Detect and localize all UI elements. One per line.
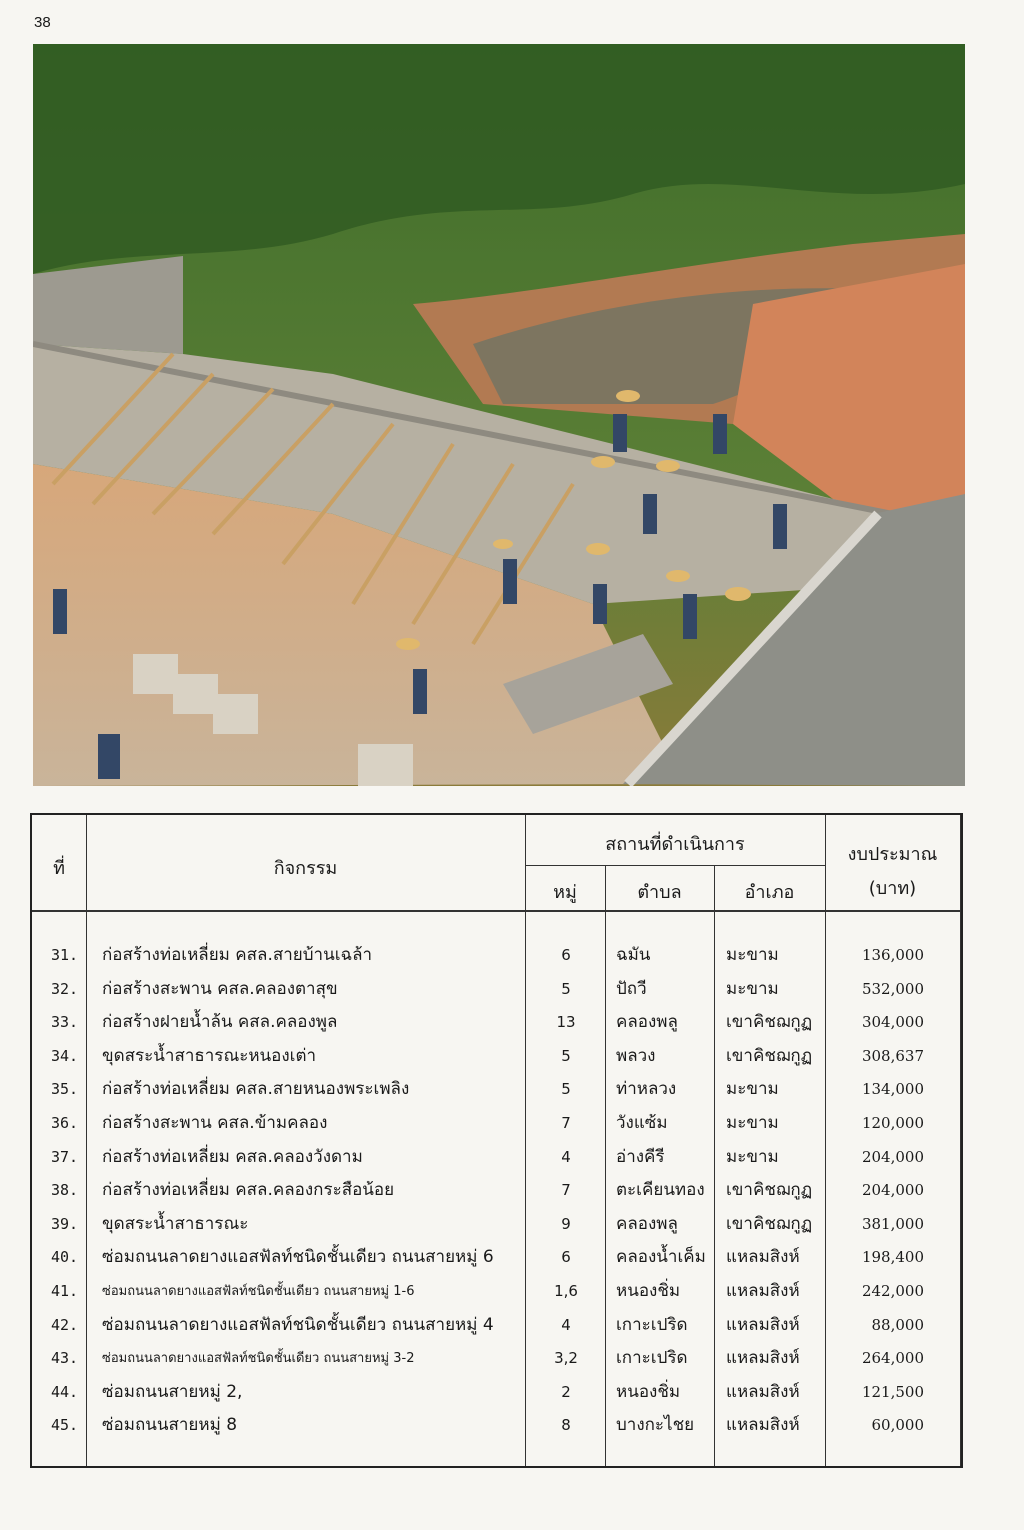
row-amphoe: แหลมสิงห์ [726,1247,800,1268]
row-tambon: อ่างคีรี [616,1146,665,1167]
row-moo: 5 [561,979,571,998]
table-row [32,1409,961,1443]
row-budget: 204,000 [861,1147,924,1166]
row-tambon: ตะเคียนทอง [616,1180,705,1201]
header-activity: กิจกรรม [273,858,338,879]
row-number: 45. [50,1416,79,1435]
header-amphoe: อำเภอ [744,882,795,903]
row-tambon: เกาะเปริด [616,1314,688,1335]
row-tambon: หนองชิ่ม [616,1280,681,1301]
row-number: 40. [50,1248,79,1267]
table-row [32,939,961,973]
table-row [32,1208,961,1242]
table-row [32,1107,961,1141]
row-budget: 134,000 [861,1080,924,1099]
row-amphoe: มะขาม [726,1112,779,1133]
row-amphoe: แหลมสิงห์ [726,1280,800,1301]
row-amphoe: เขาคิชฌกูฏ [726,1045,813,1066]
row-budget: 121,500 [861,1382,924,1401]
page-number: 38 [34,14,51,31]
row-budget: 198,400 [861,1248,924,1267]
table-row [32,1141,961,1175]
row-tambon: คลองพลู [616,1213,678,1234]
row-amphoe: แหลมสิงห์ [726,1314,800,1335]
row-budget: 242,000 [861,1281,924,1300]
row-amphoe: แหลมสิงห์ [726,1381,800,1402]
row-moo: 7 [561,1113,571,1132]
row-moo: 9 [561,1214,571,1233]
budget-table [30,813,963,1468]
row-activity: ก่อสร้างท่อเหลี่ยม คสล.คลองกระสือน้อย [102,1180,395,1201]
table-row [32,1006,961,1040]
row-budget: 304,000 [861,1013,924,1032]
row-budget: 308,637 [861,1046,924,1065]
construction-photo [33,44,965,786]
row-number: 42. [50,1315,79,1334]
row-tambon: คลองพลู [616,1012,678,1033]
header-location: สถานที่ดำเนินการ [605,834,745,855]
table-row [32,1241,961,1275]
row-amphoe: มะขาม [726,1146,779,1167]
construction-photo-illustration [33,44,965,786]
row-budget: 204,000 [861,1181,924,1200]
row-activity: ก่อสร้างฝายน้ำล้น คสล.คลองพูล [102,1012,338,1033]
row-tambon: คลองน้ำเค็ม [616,1247,706,1268]
row-tambon: หนองชิ่ม [616,1381,681,1402]
row-tambon: ฉมัน [616,945,651,965]
row-moo: 1,6 [554,1281,578,1300]
header-divider [525,865,825,866]
row-activity: ซ่อมถนนสายหมู่ 8 [102,1415,238,1436]
row-number: 33. [50,1013,79,1032]
row-activity: ก่อสร้างสะพาน คสล.ข้ามคลอง [102,1112,328,1133]
row-budget: 60,000 [871,1416,924,1435]
row-tambon: ท่าหลวง [616,1079,677,1100]
row-activity: ซ่อมถนนลาดยางแอสฟัลท์ชนิดชั้นเดียว ถนนสายหมู่ 4 [102,1314,494,1335]
row-activity: ซ่อมถนนลาดยางแอสฟัลท์ชนิดชั้นเดียว ถนนสายหมู่ 3-2 [102,1351,415,1367]
row-moo: 4 [561,1147,571,1166]
table-row [32,1174,961,1208]
header-bottom-rule [32,910,961,912]
row-budget: 88,000 [871,1315,924,1334]
row-activity: ขุดสระน้ำสาธารณะ [102,1213,249,1234]
row-moo: 2 [561,1382,571,1401]
row-activity: ก่อสร้างท่อเหลี่ยม คสล.สายหนองพระเพลิง [102,1079,410,1100]
row-amphoe: เขาคิชฌกูฏ [726,1012,813,1033]
row-number: 43. [50,1349,79,1368]
row-activity: ก่อสร้างท่อเหลี่ยม คสล.สายบ้านเฉล้า [102,945,373,965]
row-moo: 7 [561,1181,571,1200]
row-tambon: เกาะเปริด [616,1348,688,1369]
header-budget: งบประมาณ [847,844,938,865]
row-activity: ซ่อมถนนลาดยางแอสฟัลท์ชนิดชั้นเดียว ถนนสายหมู่ 1-6 [102,1283,415,1299]
header-tambon: ตำบล [637,882,682,903]
table-row [32,1073,961,1107]
row-number: 38. [50,1181,79,1200]
row-moo: 3,2 [554,1349,578,1368]
row-budget: 120,000 [861,1113,924,1132]
row-moo: 5 [561,1080,571,1099]
row-moo: 5 [561,1046,571,1065]
row-number: 34. [50,1046,79,1065]
header-moo: หมู่ [553,882,577,903]
row-budget: 532,000 [861,979,924,998]
row-tambon: ปัถวี [616,978,647,999]
row-tambon: วังแซ้ม [616,1112,668,1133]
row-budget: 136,000 [861,946,924,964]
row-number: 35. [50,1080,79,1099]
row-tambon: บางกะไชย [616,1415,695,1436]
table-row [32,973,961,1007]
table-body [32,939,961,1443]
row-amphoe: มะขาม [726,1079,779,1100]
row-activity: ขุดสระน้ำสาธารณะหนองเต่า [102,1045,317,1066]
row-moo: 8 [561,1416,571,1435]
table-row [32,1342,961,1376]
row-number: 41. [50,1281,79,1300]
table-row [32,1309,961,1343]
table-row [32,1040,961,1074]
row-amphoe: เขาคิชฌกูฏ [726,1213,813,1234]
row-tambon: พลวง [616,1045,656,1066]
row-activity: ซ่อมถนนลาดยางแอสฟัลท์ชนิดชั้นเดียว ถนนสายหมู่ 6 [102,1247,494,1268]
row-moo: 6 [561,1248,571,1267]
row-amphoe: มะขาม [726,945,779,965]
row-activity: ก่อสร้างท่อเหลี่ยม คสล.คลองวังดาม [102,1146,363,1167]
row-number: 32. [50,979,79,998]
row-budget: 381,000 [861,1214,924,1233]
row-number: 37. [50,1147,79,1166]
table-row [32,1376,961,1410]
row-activity: ซ่อมถนนสายหมู่ 2, [102,1381,243,1402]
row-number: 36. [50,1113,79,1132]
header-no: ที่ [53,858,65,879]
row-moo: 13 [556,1013,576,1032]
table-row [32,1275,961,1309]
row-amphoe: แหลมสิงห์ [726,1348,800,1369]
row-amphoe: แหลมสิงห์ [726,1415,800,1436]
header-budget-unit: (บาท) [868,878,917,899]
row-amphoe: เขาคิชฌกูฏ [726,1180,813,1201]
row-amphoe: มะขาม [726,978,779,999]
row-number: 39. [50,1214,79,1233]
row-budget: 264,000 [861,1349,924,1368]
row-moo: 6 [561,946,571,964]
row-number: 44. [50,1382,79,1401]
row-number: 31. [50,946,79,964]
row-moo: 4 [561,1315,571,1334]
row-activity: ก่อสร้างสะพาน คสล.คลองตาสุข [102,978,338,999]
